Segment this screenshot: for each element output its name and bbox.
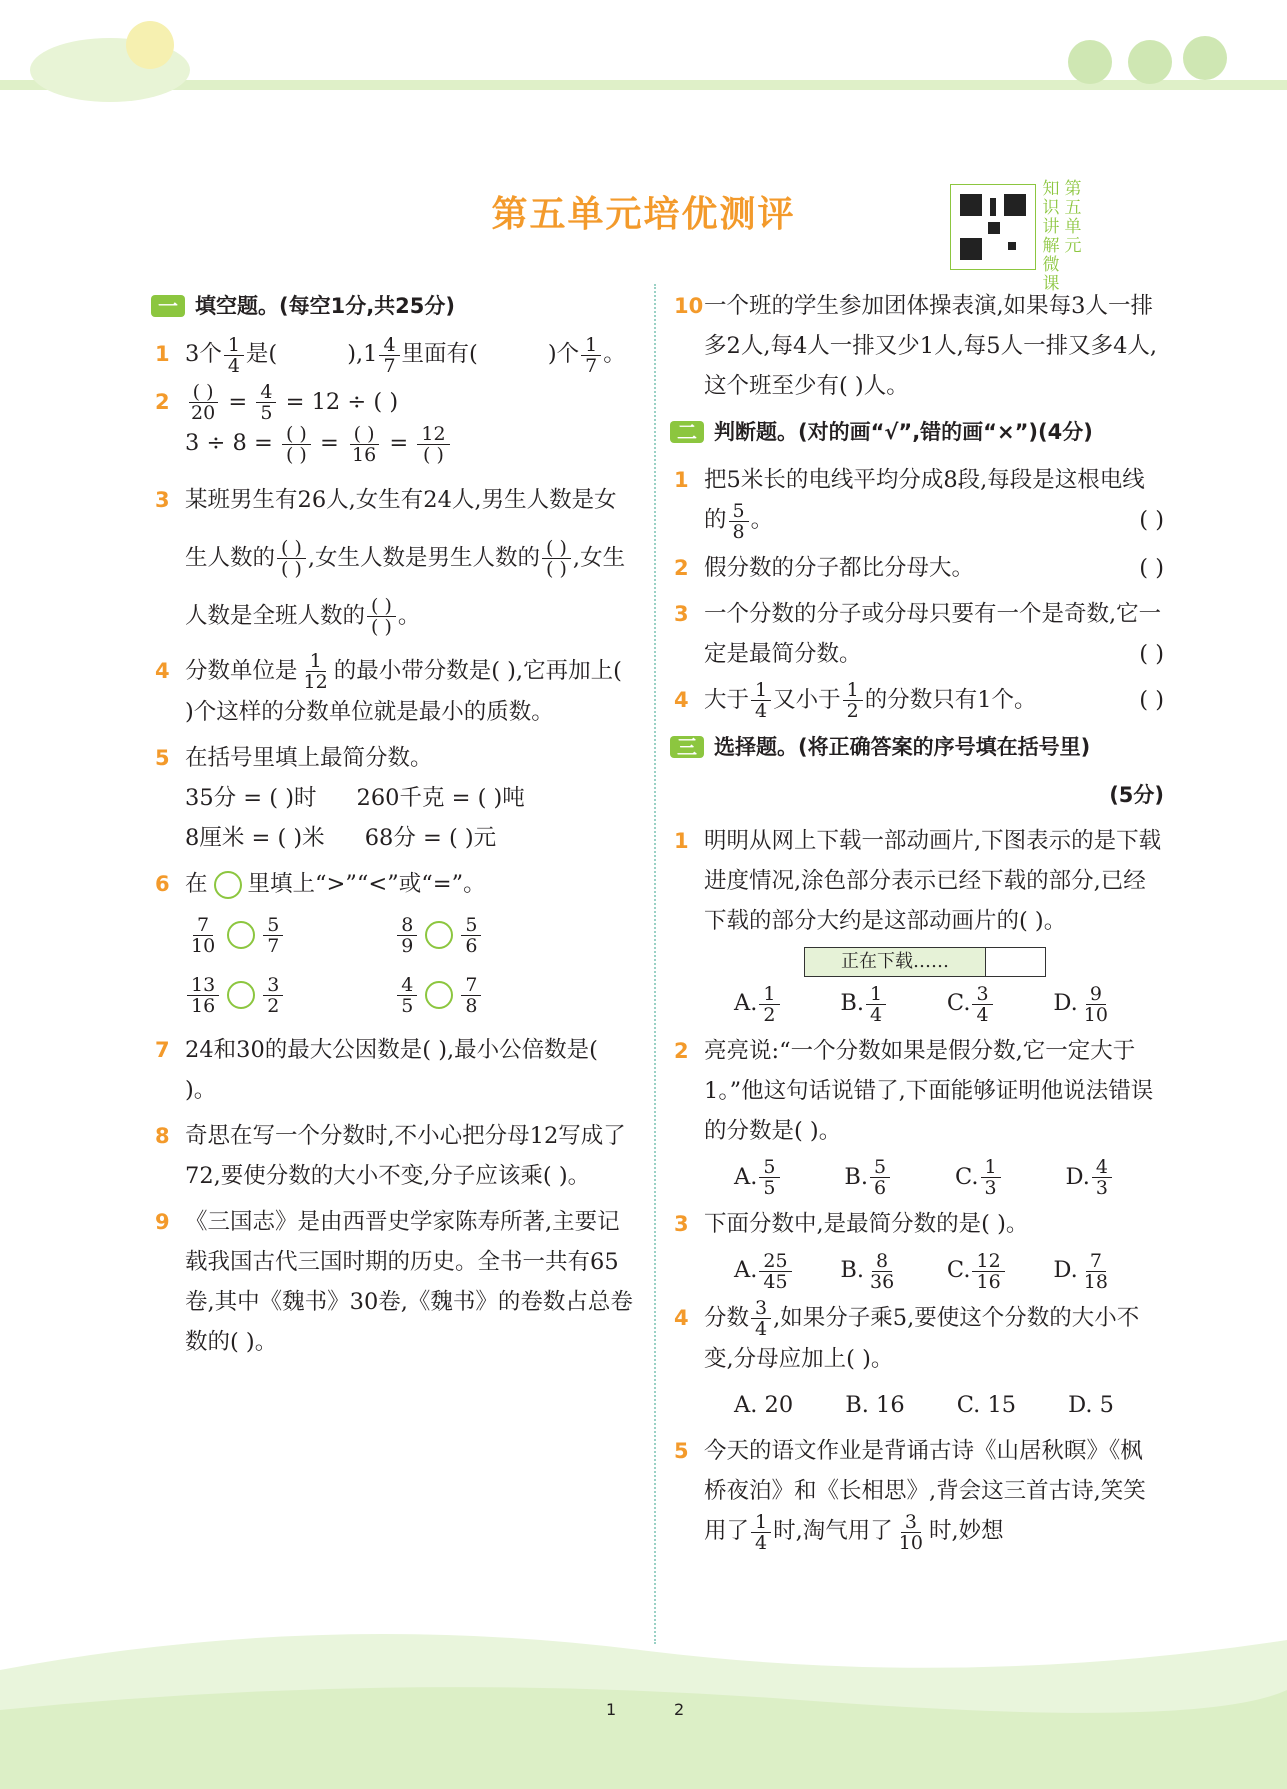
question-text: 24和30的最大公因数是( ),最小公倍数是( )。 (185, 1037, 598, 1103)
question-number: 1 (155, 342, 170, 366)
page-number-left: 1 (606, 1700, 617, 1719)
question-number: 3 (155, 487, 170, 512)
question-number: 10 (674, 294, 704, 318)
section-badge: 三 (670, 736, 704, 758)
choice-question-1: 1 明明从网上下载一部动画片,下图表示的是下载进度情况,涂色部分表示已经下载的部分,已经下载的部分大约是这部动画片的( )。 正在下载…… A. $\frac{1}{2}$ B. $\frac{1}{4}$ C. $\frac{3}{4}$ D. $\frac{9}{10}$ (674, 828, 1162, 1026)
column-divider (654, 284, 656, 1644)
question-8 (155, 1116, 635, 1196)
footer-landscape (0, 1610, 1287, 1789)
qr-caption-unit: 第五单元 (1064, 179, 1082, 256)
qr-code-icon (950, 184, 1036, 270)
question-text: 《三国志》是由西晋史学家陈寿所著,主要记载我国古代三国时期的历史。全书一共有65卷,其中《魏书》30卷,《魏书》的卷数占总卷数的( )。 (185, 1209, 633, 1355)
section-label: 选择题。(将正确答案的序号填在括号里) (714, 735, 1091, 759)
question-text: 奇思在写一个分数时,不小心把分母12写成了72,要使分数的大小不变,分子应该乘( )。 (185, 1123, 626, 1189)
section-choice-header (670, 727, 1164, 767)
question-9 (155, 1202, 635, 1362)
answer-mark[interactable]: ( ) (1139, 686, 1164, 713)
question-6: 6 在 里填上“>”“<”或“=”。 $\frac{7}{10}$ $\frac{5}{7}$ $\frac{8}{9}$ $\frac{5}{6}$ $\frac{13}{16}$ $\frac{3}{2}$ $\frac{4}{5}$ $\frac{7}{8}$ (155, 864, 635, 1024)
question-number: 4 (155, 658, 170, 683)
download-progress-bar: 正在下载…… (804, 947, 1046, 977)
answer-mark[interactable]: ( ) (1139, 507, 1164, 533)
answer-mark[interactable]: ( ) (1139, 554, 1164, 581)
judge-question-2: 2 假分数的分子都比分母大。 ( ) (674, 548, 1164, 588)
choice-question-5: 5 今天的语文作业是背诵古诗《山居秋暝》《枫桥夜泊》和《长相思》,背会这三首古诗,笑笑用了 $\frac{1}{4}$ 时,淘气用了 $\frac{3}{10}$ 时,妙想 (674, 1438, 1146, 1554)
question-10 (674, 286, 1164, 406)
section-badge: 一 (151, 295, 185, 317)
sun-icon (126, 21, 174, 69)
question-number: 6 (155, 872, 170, 896)
section-badge: 二 (670, 421, 704, 443)
animals-icon (1068, 36, 1227, 84)
judge-question-3: 3 一个分数的分子或分母只要有一个是奇数,它一定是最简分数。 ( ) (674, 594, 1164, 674)
left-column (155, 280, 635, 1368)
choice-question-2: 2 亮亮说:“一个分数如果是假分数,它一定大于1。”他这句话说错了,下面能够证明他说法错误的分数是( )。 A. $\frac{5}{5}$ B. $\frac{5}{6}$ C. $\frac{1}{3}$ D. $\frac{4}{3}$ (674, 1037, 1154, 1199)
section-fill-header (151, 286, 635, 326)
question-number: 5 (155, 746, 170, 770)
section-score: (5分) (1109, 783, 1164, 807)
question-number: 8 (155, 1124, 170, 1148)
question-2: 2 $\frac{( )}{20}$ = $\frac{4}{5}$ = 12 ÷ ( ) 3 ÷ 8 = $\frac{( )}{( )}$ = $\frac{( )}{16}$ = $\frac{12}{( )}$ (155, 382, 635, 465)
judge-question-4: 4 大于 $\frac{1}{4}$ 又小于 $\frac{1}{2}$ 的分数只有1个。 ( ) (674, 679, 1164, 722)
compare-circle[interactable] (214, 871, 242, 899)
page-title: 第五单元培优测评 (491, 194, 796, 235)
qr-caption (1040, 180, 1096, 294)
compare-circle[interactable] (425, 981, 453, 1009)
section-label: 填空题。(每空1分,共25分) (195, 294, 456, 318)
header-decoration (0, 0, 1287, 110)
question-number: 9 (155, 1210, 170, 1234)
question-7 (155, 1030, 635, 1110)
section-judge-header (670, 412, 1164, 452)
compare-circle[interactable] (227, 921, 255, 949)
page-number-right: 2 (674, 1700, 685, 1719)
question-number: 7 (155, 1038, 170, 1062)
question-4: 4 分数单位是 $\frac{1}{12}$ 的最小带分数是( ),它再加上( )个这样的分数单位就是最小的质数。 (155, 651, 635, 733)
compare-circle[interactable] (227, 981, 255, 1009)
answer-mark[interactable]: ( ) (1139, 640, 1164, 667)
question-5: 5 在括号里填上最简分数。 35分 = ( )时 260千克 = ( )吨 8厘米 = ( )米 68分 = ( )元 (155, 738, 635, 858)
question-number: 2 (155, 389, 170, 414)
right-column (674, 280, 1164, 1559)
section-label: 判断题。(对的画“√”,错的画“×”)(4分) (714, 420, 1093, 444)
choice-question-3: 3 下面分数中,是最简分数的是( )。 A. $\frac{25}{45}$ B. $\frac{8}{36}$ C. $\frac{12}{16}$ D. $\frac{7}{18}$ (674, 1211, 1108, 1293)
judge-question-1: 1 把5米长的电线平均分成8段,每段是这根电线的 $\frac{5}{8}$ 。 ( ) (674, 467, 1164, 543)
choice-question-4: 4 分数 $\frac{3}{4}$ ,如果分子乘5,要使这个分数的大小不变,分母应加上( )。 A. 20 B. 16 C. 15 D. 5 (674, 1297, 1140, 1418)
question-text: 一个班的学生参加团体操表演,如果每3人一排多2人,每4人一排又少1人,每5人一排又多4人,这个班至少有( )人。 (704, 293, 1158, 399)
qr-caption-micro: 知识讲解微课 (1042, 179, 1060, 294)
compare-circle[interactable] (425, 921, 453, 949)
question-1: 1 3个 $\frac{1}{4}$ 是( ),1 $\frac{4}{7}$ 里面有( )个 $\frac{1}{7}$ 。 (155, 333, 626, 377)
question-3: 3 某班男生有26人,女生有24人,男生人数是女生人数的 $\frac{( )}{( )}$ ,女生人数是男生人数的 $\frac{( )}{( )}$ ,女生人数是全班人数的 $\frac{( )}{( )}$ 。 (155, 471, 635, 645)
